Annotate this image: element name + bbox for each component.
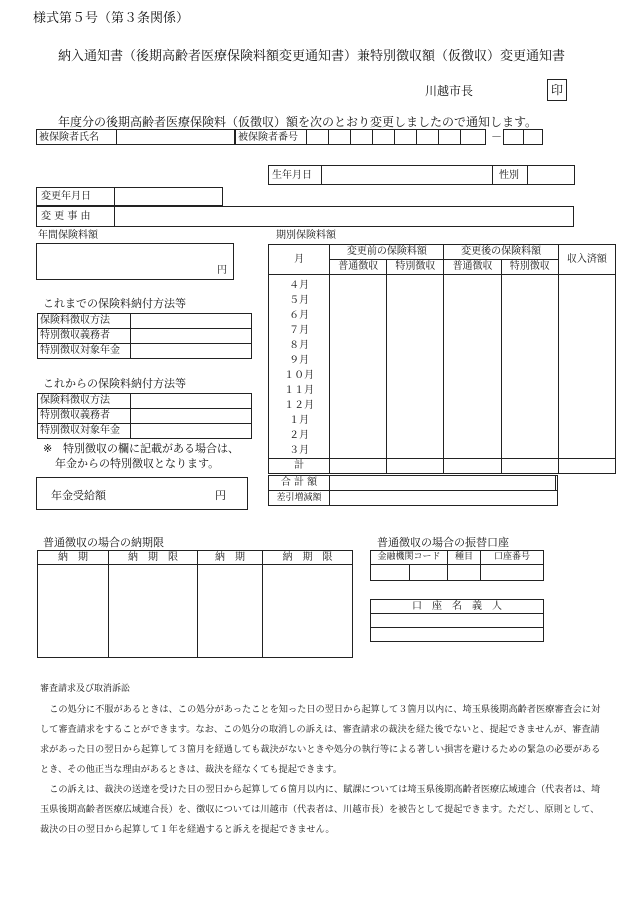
pension-yen: 円	[215, 489, 226, 502]
after-header: 変更後の保険料額	[444, 245, 558, 260]
after-regular-values[interactable]	[444, 275, 501, 459]
appeal-text	[40, 700, 606, 840]
month-mar: ３月	[289, 445, 310, 456]
change-date-label: 変更年月日	[41, 191, 91, 202]
month-dec: １２月	[284, 400, 315, 411]
next-method-obligor-value[interactable]	[131, 409, 252, 424]
prev-method-pension: 特別徴収対象年金	[38, 344, 131, 359]
before-special: 特別徴収	[387, 260, 444, 275]
after-special: 特別徴収	[501, 260, 558, 275]
subtotal-after-regular[interactable]	[444, 459, 501, 474]
prev-method-title: これまでの保険料納付方法等	[43, 297, 186, 310]
month-list	[269, 275, 330, 459]
before-regular-values[interactable]	[330, 275, 387, 459]
diff-label: 差引増減額	[269, 491, 330, 506]
prev-method-collection: 保険料徴収方法	[38, 314, 131, 329]
month-aug: ８月	[289, 340, 310, 351]
annual-premium-yen: 円	[217, 265, 227, 276]
note-line-2: 年金からの特別徴収となります。	[55, 457, 220, 470]
after-regular: 普通徴収	[444, 260, 501, 275]
month-may: ５月	[289, 295, 310, 306]
month-nov: １１月	[284, 385, 315, 396]
month-jan: １月	[289, 415, 310, 426]
total-before[interactable]	[330, 476, 556, 491]
change-reason-label: 変 更 事 由	[41, 211, 91, 222]
due-col-3[interactable]	[198, 565, 263, 658]
due-table	[37, 550, 353, 658]
next-method-obligor: 特別徴収義務者	[38, 409, 131, 424]
account-bank-value[interactable]	[371, 565, 448, 581]
note-line-1: 特別徴収の欄に記載がある場合は、	[63, 442, 239, 455]
subtotal-before-special[interactable]	[387, 459, 444, 474]
account-table	[370, 550, 544, 581]
prev-method-obligor: 特別徴収義務者	[38, 329, 131, 344]
document-title: 納入通知書（後期高齢者医療保険料額変更通知書）兼特別徴収額（仮徴収）変更通知書	[58, 49, 566, 64]
paid-header: 収入済額	[558, 245, 615, 275]
change-date-row[interactable]	[36, 187, 223, 206]
number-dash: －	[491, 130, 502, 143]
due-col-4[interactable]	[263, 565, 353, 658]
prev-method-pension-value[interactable]	[131, 344, 252, 359]
due-col-2[interactable]	[109, 565, 198, 658]
prev-method-collection-value[interactable]	[131, 314, 252, 329]
total-label: 合 計 額	[269, 476, 330, 491]
prev-method-table	[37, 313, 252, 359]
next-method-title: これからの保険料納付方法等	[43, 377, 186, 390]
next-method-table	[37, 393, 252, 439]
next-method-collection-value[interactable]	[131, 394, 252, 409]
form-number: 様式第５号（第３条関係）	[33, 11, 190, 26]
insured-number-suffix[interactable]	[503, 129, 543, 145]
account-holder-table	[370, 599, 544, 642]
period-title: 期別保険料額	[276, 230, 336, 241]
due-title: 普通徴収の場合の納期限	[43, 536, 164, 549]
month-feb: ２月	[289, 430, 310, 441]
insured-number-label: 被保険者番号	[238, 132, 298, 143]
month-jun: ６月	[289, 310, 310, 321]
next-method-collection: 保険料徴収方法	[38, 394, 131, 409]
change-reason-row[interactable]	[36, 206, 574, 227]
month-jul: ７月	[289, 325, 310, 336]
due-header-1: 納 期	[38, 551, 109, 565]
intro-text: 年度分の後期高齢者医療保険料（仮徴収）額を次のとおり変更しましたので通知します。	[58, 115, 538, 129]
total-table	[268, 475, 558, 506]
annual-premium-box[interactable]	[36, 243, 234, 280]
due-header-4: 納 期 限	[263, 551, 353, 565]
month-oct: １０月	[284, 370, 315, 381]
total-after[interactable]	[556, 476, 558, 491]
paid-values[interactable]	[558, 275, 615, 459]
note-mark: ※	[43, 442, 53, 455]
account-header-bank: 金融機関コード	[371, 551, 448, 565]
account-header-number: 口座番号	[481, 551, 544, 565]
subtotal-paid[interactable]	[558, 459, 615, 474]
month-sep: ９月	[289, 355, 310, 366]
annual-premium-label: 年間保険料額	[38, 230, 98, 241]
before-header: 変更前の保険料額	[330, 245, 444, 260]
prev-method-obligor-value[interactable]	[131, 329, 252, 344]
pension-box[interactable]	[36, 477, 248, 510]
before-special-values[interactable]	[387, 275, 444, 459]
seal-box: 印	[547, 79, 567, 101]
birthdate-gender-row	[268, 165, 575, 185]
month-header: 月	[269, 245, 330, 275]
insured-name-label: 被保険者氏名	[39, 132, 99, 143]
appeal-title: 審査請求及び取消訴訟	[40, 684, 131, 694]
next-method-pension: 特別徴収対象年金	[38, 424, 131, 439]
account-holder-label: 口 座 名 義 人	[371, 600, 544, 614]
account-holder-value-1[interactable]	[371, 614, 544, 628]
account-title: 普通徴収の場合の振替口座	[377, 536, 509, 549]
diff-value[interactable]	[330, 491, 558, 506]
next-method-pension-value[interactable]	[131, 424, 252, 439]
due-header-2: 納 期 限	[109, 551, 198, 565]
subtotal-label: 計	[269, 459, 330, 474]
subtotal-before-regular[interactable]	[330, 459, 387, 474]
appeal-paragraph-2: この訴えは、裁決の送達を受けた日の翌日から起算して６箇月以内に、賦課については埼玉県後期高齢者医療広域連合（代表者は、埼玉県後期高齢者医療広域連合長）を、徴収については川越市（代表者は、川越市長）を被告として提起できます。ただし、原則として、裁決の日の翌日から起算して１年を経過すると訴えを提起できません。	[40, 784, 601, 835]
account-number-value[interactable]	[481, 565, 544, 581]
period-table	[268, 244, 616, 474]
gender-label: 性別	[499, 170, 519, 181]
issuer: 川越市長	[425, 84, 474, 98]
due-header-3: 納 期	[198, 551, 263, 565]
appeal-paragraph-1: この処分に不服があるときは、この処分があったことを知った日の翌日から起算して３箇月以内に、埼玉県後期高齢者医療審査会に対して審査請求をすることができます。なお、この処分の取消しの訴えは、審査請求の裁決を経た後でないと、提起できませんが、審査請求があった日の翌日から起算して３箇月を経過しても裁決がないときや処分の執行等による著しい損害を避けるための緊急の必要があるとき、その他正当な理由があるときは、裁決を経なくても提起できます。	[40, 704, 601, 775]
insured-number-field[interactable]	[235, 129, 486, 145]
pension-label: 年金受給額	[51, 489, 106, 502]
birthdate-label: 生年月日	[272, 170, 312, 181]
before-regular: 普通徴収	[330, 260, 387, 275]
subtotal-after-special[interactable]	[501, 459, 558, 474]
after-special-values[interactable]	[501, 275, 558, 459]
account-holder-value-2[interactable]	[371, 628, 544, 642]
insured-name-field[interactable]	[36, 129, 235, 145]
account-header-type: 種目	[448, 551, 481, 565]
due-col-1[interactable]	[38, 565, 109, 658]
month-apr: ４月	[289, 280, 310, 291]
account-type-value[interactable]	[448, 565, 481, 581]
